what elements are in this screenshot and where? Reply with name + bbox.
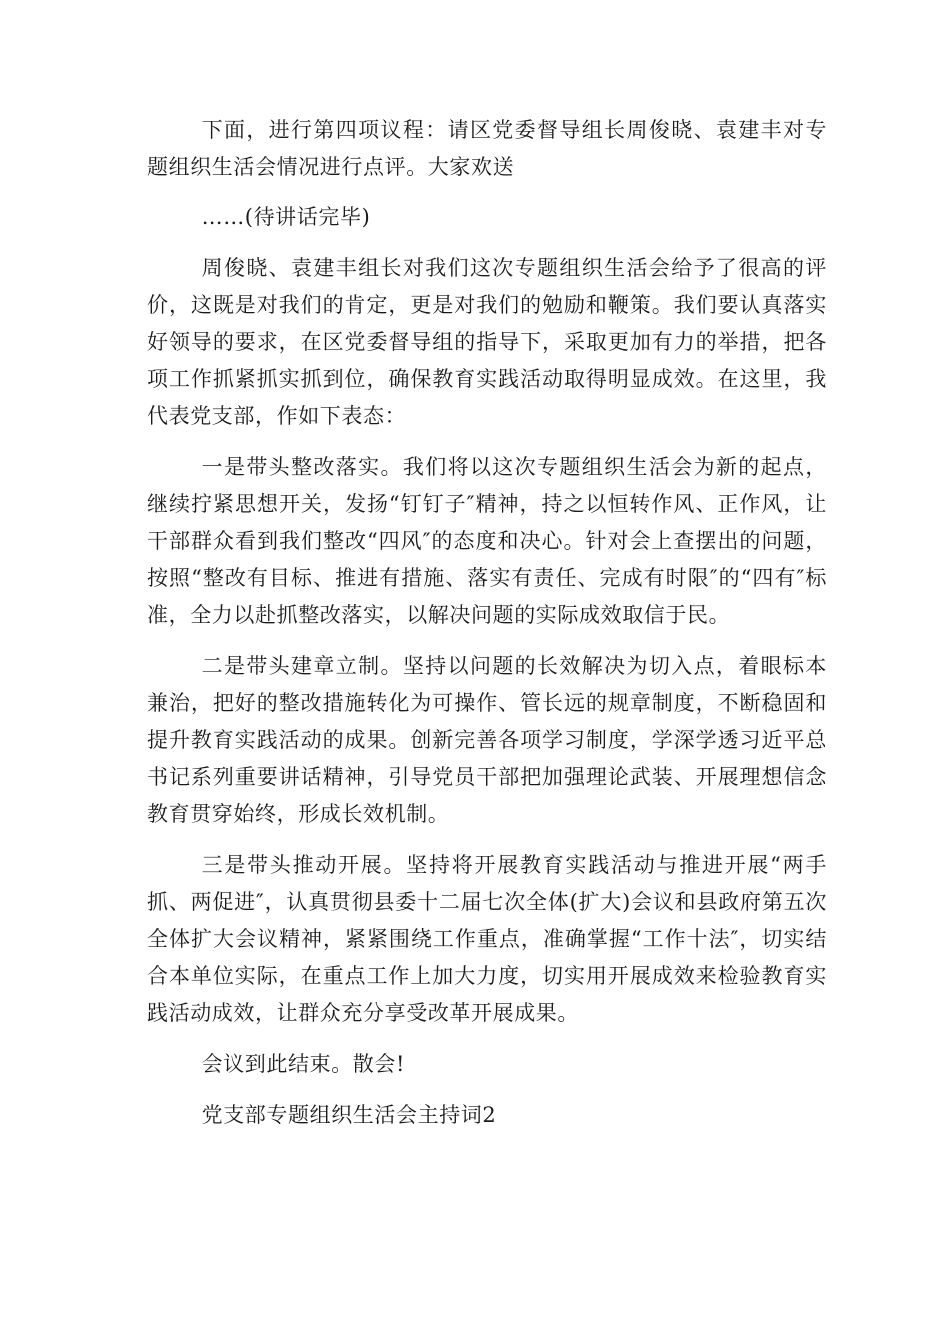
- paragraph-agenda-four: 下面，进行第四项议程：请区党委督导组长周俊晓、袁建丰对专题组织生活会情况进行点评。大家欢送: [147, 118, 827, 179]
- paragraph-response: 周俊晓、袁建丰组长对我们这次专题组织生活会给予了很高的评价，这既是对我们的肯定，更是对我们的勉励和鞭策。我们要认真落实好领导的要求，在区党委督导组的指导下，采取更加有力的举措，把各项工作抓紧抓实抓到位，确保教育实践活动取得明显成效。在这里，我代表党支部，作如下表态：: [147, 256, 827, 428]
- paragraph-point-one: 一是带头整改落实。我们将以这次专题组织生活会为新的起点，继续拧紧思想开关，发扬“钉钉子″精神，持之以恒转作风、正作风，让干部群众看到我们整改“四风″的态度和决心。针对会上查摆出的问题，按照“整改有目标、推进有措施、落实有责任、完成有时限″的“四有″标准，全力以赴抓整改落实，以解决问题的实际成效取信于民。: [147, 455, 827, 627]
- paragraph-waiting-note: ……(待讲话完毕): [201, 205, 371, 229]
- paragraph-next-title: 党支部专题组织生活会主持词2: [201, 1103, 497, 1127]
- document-body: [147, 112, 827, 1148]
- paragraph-point-three: 三是带头推动开展。坚持将开展教育实践活动与推进开展“两手抓、两促进″，认真贯彻县委十二届七次全体(扩大)会议和县政府第五次全体扩大会议精神，紧紧围绕工作重点，准确掌握“工作十法″，切实结合本单位实际，在重点工作上加大力度，切实用开展成效来检验教育实践活动成效，让群众充分享受改革开展成果。: [147, 853, 827, 1025]
- paragraph-closing: 会议到此结束。散会!: [201, 1052, 406, 1076]
- paragraph-point-two: 二是带头建章立制。坚持以问题的长效解决为切入点，着眼标本兼治，把好的整改措施转化为可操作、管长远的规章制度，不断稳固和提升教育实践活动的成果。创新完善各项学习制度，学深学透习近平总书记系列重要讲话精神，引导党员干部把加强理论武装、开展理想信念教育贯穿始终，形成长效机制。: [147, 654, 827, 826]
